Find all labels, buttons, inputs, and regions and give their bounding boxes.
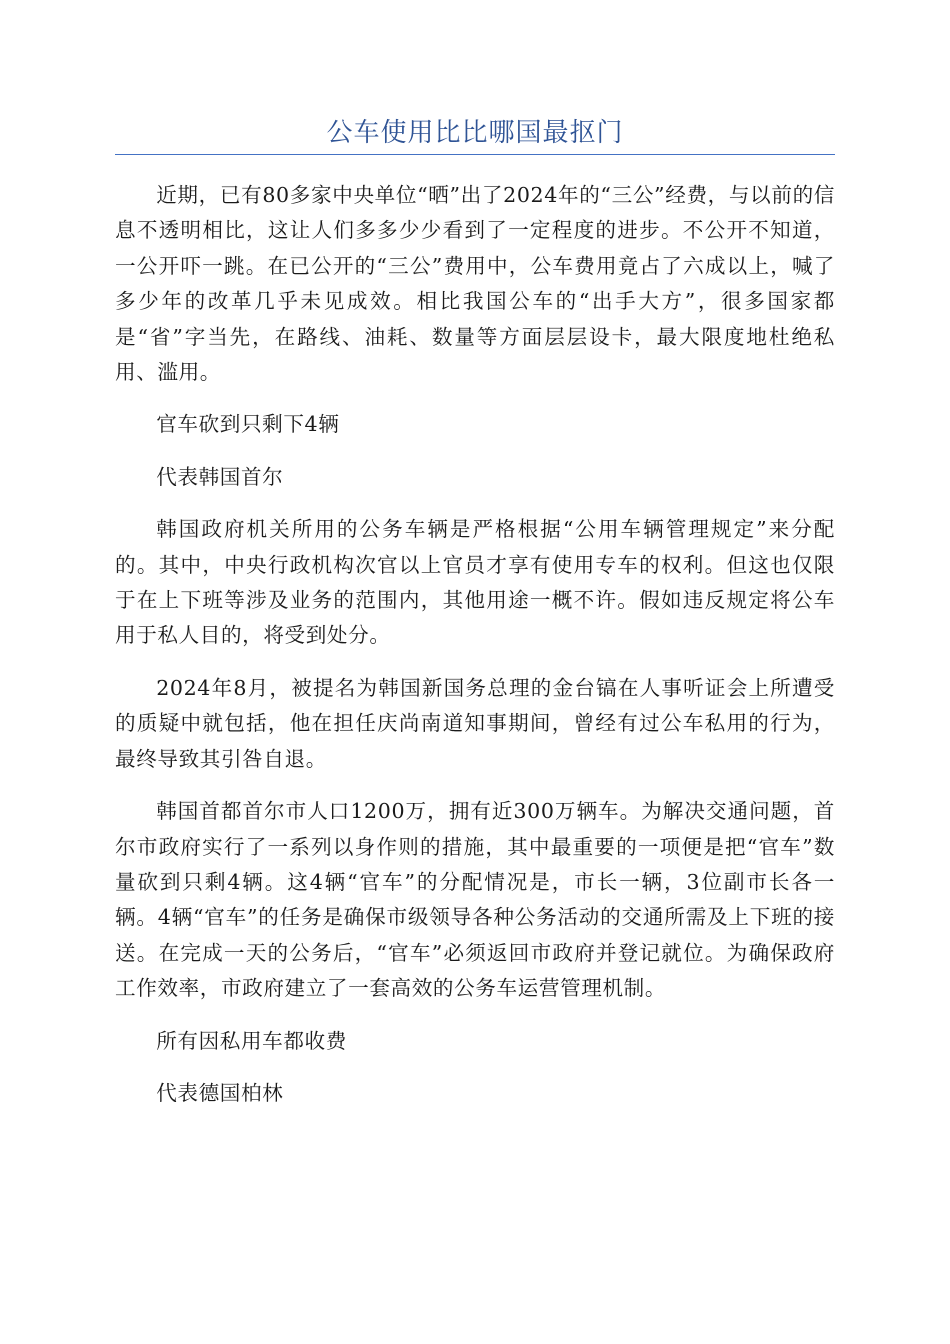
paragraph: 韩国政府机关所用的公务车辆是严格根据“公用车辆管理规定”来分配的。其中，中央行政机构次官以上官员才享有使用专车的权利。但这也仅限于在上下班等涉及业务的范围内，其他用途一概不许。假如违反规定将公车用于私人目的，将受到处分。	[115, 517, 835, 648]
subheading: 代表韩国首尔	[156, 464, 284, 489]
subheading: 所有因私用车都收费	[156, 1028, 347, 1053]
subheading: 代表德国柏林	[156, 1080, 284, 1105]
title-underline	[115, 154, 835, 155]
paragraph: 2024年8月，被提名为韩国新国务总理的金台镐在人事听证会上所遭受的质疑中就包括，他在担任庆尚南道知事期间，曾经有过公车私用的行为，最终导致其引咎自退。	[115, 675, 835, 771]
document-title: 公车使用比比哪国最抠门	[326, 118, 624, 148]
document-body	[115, 178, 835, 1128]
subheading: 官车砍到只剩下4辆	[156, 412, 340, 437]
paragraph: 近期，已有80多家中央单位“晒”出了2024年的“三公”经费，与以前的信息不透明相比，这让人们多多少少看到了一定程度的进步。不公开不知道，一公开吓一跳。在已公开的“三公”费用中，公车费用竟占了六成以上，喊了多少年的改革几乎未见成效。相比我国公车的“出手大方”，很多国家都是“省”字当先，在路线、油耗、数量等方面层层设卡，最大限度地杜绝私用、滥用。	[115, 183, 835, 385]
paragraph: 韩国首都首尔市人口1200万，拥有近300万辆车。为解决交通问题，首尔市政府实行了一系列以身作则的措施，其中最重要的一项便是把“官车”数量砍到只剩4辆。这4辆“官车”的分配情况是，市长一辆，3位副市长各一辆。4辆“官车”的任务是确保市级领导各种公务活动的交通所需及上下班的接送。在完成一天的公务后，“官车”必须返回市政府并登记就位。为确保政府工作效率，市政府建立了一套高效的公务车运营管理机制。	[115, 799, 835, 1001]
